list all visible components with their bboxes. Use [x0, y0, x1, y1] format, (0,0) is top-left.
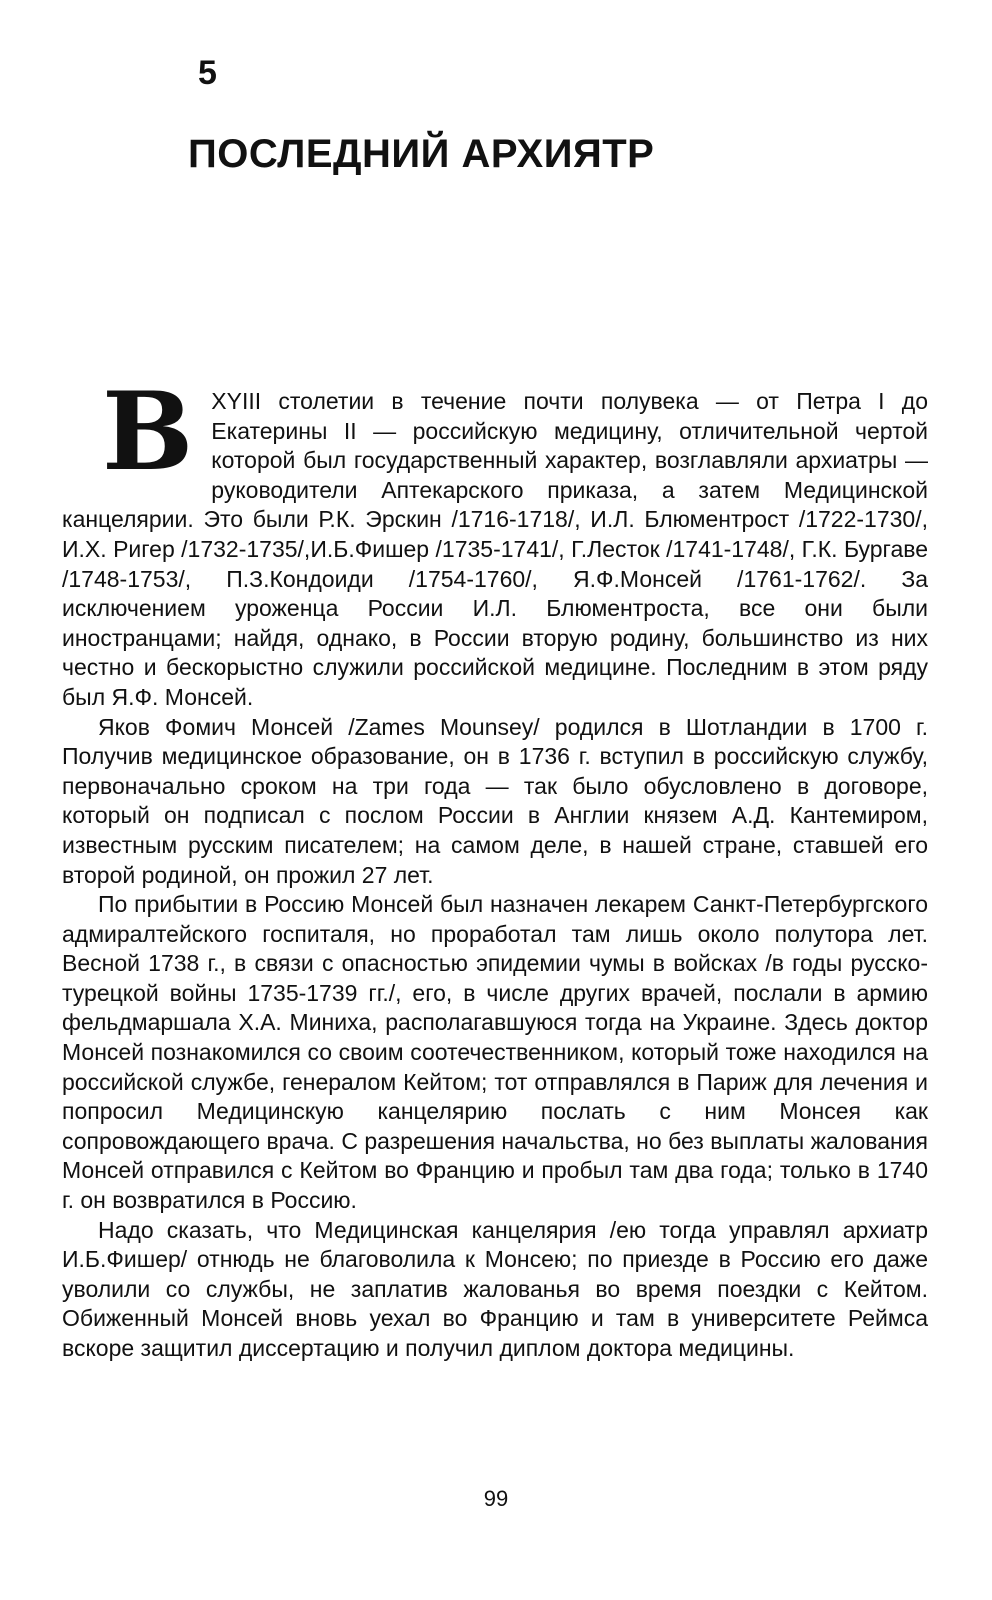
- chapter-title: ПОСЛЕДНИЙ АРХИЯТР: [188, 132, 655, 176]
- page-number: 99: [483, 1486, 509, 1511]
- paragraph-1: [62, 369, 928, 713]
- chapter-number: 5: [198, 54, 217, 92]
- paragraph-1-text: XYIII столетии в течение почти полувека — от Петра I до Екатерины II — российскую медицину, отличительной чертой которой был государственный характер, возглавляли архиатры — руководители Аптекарского приказа, а затем Медицинской канцелярии. Это были Р.К. Эрскин /1716-1718/, И.Л. Блюментрост /1722-1730/, И.Х. Ригер /1732-1735/,И.Б.Фишер /1735-1741/, Г.Лесток /1741-1748/, Г.К. Бургаве /1748-1753/, П.З.Кондоиди /1754-1760/, Я.Ф.Монсей /1761-1762/. За исключением уроженца России И.Л. Блюментроста, все они были иностранцами; найдя, однако, в России вторую родину, большинство из них честно и бескорыстно служили российской медицине. Последним в этом ряду был Я.Ф. Монсей.: [62, 388, 928, 710]
- chapter-body: [62, 369, 928, 1364]
- paragraph-4: Надо сказать, что Медицинская канцелярия /ею тогда управлял архиатр И.Б.Фишер/ отнюдь не благоволила к Монсею; по приезде в Россию его даже уволили со службы, не заплатив жалованья во время поездки с Кейтом. Обиженный Монсей вновь уехал во Францию и там в университете Реймса вскоре защитил диссертацию и получил диплом доктора медицины.: [62, 1216, 928, 1361]
- paragraph-2: Яков Фомич Монсей /Zames Mounsey/ родился в Шотландии в 1700 г. Получив медицинское образование, он в 1736 г. вступил в российскую службу, первоначально сроком на три года — так было обусловлено в договоре, который он подписал с послом России в Англии князем А.Д. Кантемиром, известным русским писателем; на самом деле, в нашей стране, ставшей его второй родиной, он прожил 27 лет.: [62, 713, 928, 888]
- drop-cap: В: [102, 369, 194, 495]
- paragraph-3: По прибытии в Россию Монсей был назначен лекарем Санкт-Петербургского адмиралтейского госпиталя, но проработал там лишь около полутора лет. Весной 1738 г., в связи с опасностью эпидемии чумы в войсках /в годы русско-турецкой войны 1735-1739 гг./, его, в числе других врачей, послали в армию фельдмаршала Х.А. Миниха, располагавшуюся тогда на Украине. Здесь доктор Монсей познакомился со своим соотечественником, который тоже находился на российской службе, генералом Кейтом; тот отправлялся в Париж для лечения и попросил Медицинскую канцелярию послать с ним Монсея как сопровождающего врача. С разрешения начальства, но без выплаты жалования Монсей отправился с Кейтом во Францию и пробыл там два года; только в 1740 г. он возвратился в Россию.: [62, 891, 928, 1214]
